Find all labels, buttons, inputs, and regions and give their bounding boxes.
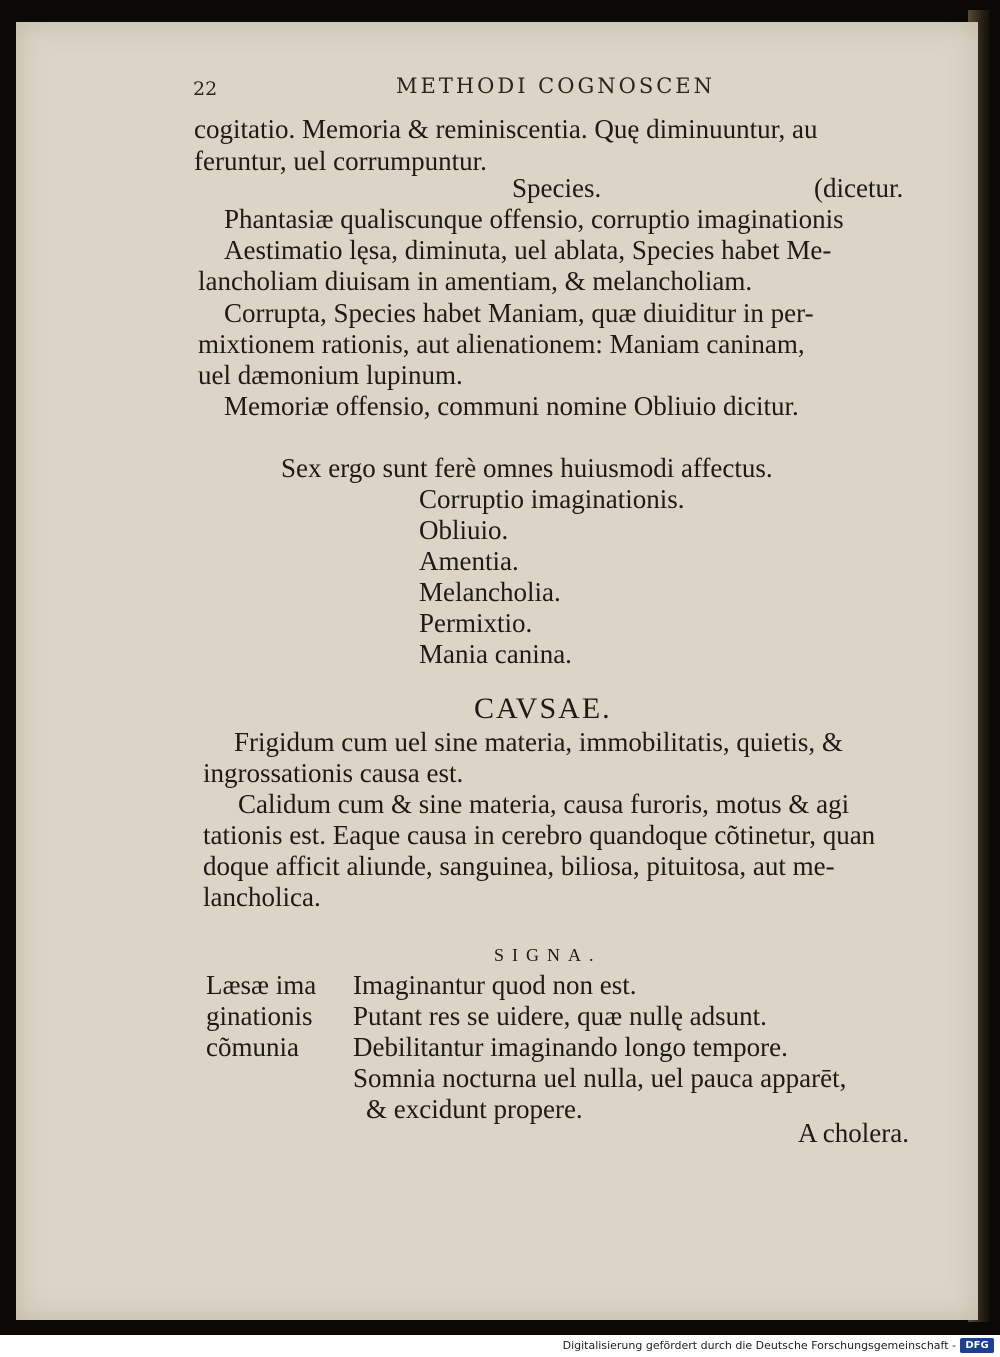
signa-line: Somnia nocturna uel nulla, uel pauca apparēt, xyxy=(353,1063,847,1093)
affectus-intro: Sex ergo sunt ferè omnes huiusmodi affectus. xyxy=(281,453,773,483)
footer-credit: Digitalisierung gefördert durch die Deutsche Forschungsgemeinschaft - xyxy=(562,1339,956,1352)
running-title: METHODI COGNOSCEN xyxy=(396,74,715,98)
text-line: lancholiam diuisam in amentiam, & melancholiam. xyxy=(198,266,753,296)
affectus-item: Mania canina. xyxy=(419,639,572,669)
text-line: Memoriæ offensio, communi nomine Obliuio dicitur. xyxy=(224,391,799,421)
affectus-item: Corruptio imaginationis. xyxy=(419,484,685,514)
species-label: Species. xyxy=(512,173,602,203)
text-line: uel dæmonium lupinum. xyxy=(198,360,463,390)
dicetur-catch: (dicetur. xyxy=(814,173,904,203)
text-line: mixtionem rationis, aut alienationem: Maniam caninam, xyxy=(198,329,805,359)
text-line: ingrossationis causa est. xyxy=(203,758,464,788)
signa-heading: SIGNA. xyxy=(494,945,602,965)
book-page xyxy=(16,22,978,1320)
affectus-item: Melancholia. xyxy=(419,577,561,607)
text-line: lancholica. xyxy=(203,882,321,912)
signa-margin-label: cõmunia xyxy=(206,1032,299,1062)
digitization-footer xyxy=(0,1335,1000,1357)
text-line: Calidum cum & sine materia, causa furoris, motus & agi xyxy=(238,789,850,819)
text-line: cogitatio. Memoria & reminiscentia. Quę diminuuntur, au xyxy=(194,114,818,144)
dfg-logo: DFG xyxy=(960,1338,994,1353)
signa-line: Imaginantur quod non est. xyxy=(353,970,637,1000)
affectus-item: Amentia. xyxy=(419,546,519,576)
signa-margin-label: Læsæ ima xyxy=(206,970,317,1000)
folio-number: 22 xyxy=(193,78,218,100)
affectus-item: Obliuio. xyxy=(419,515,509,545)
catchword: A cholera. xyxy=(798,1118,909,1148)
text-line: tationis est. Eaque causa in cerebro quandoque cõtinetur, quan xyxy=(203,820,876,850)
page-text xyxy=(16,22,978,1320)
signa-line: Putant res se uidere, quæ nullę adsunt. xyxy=(353,1001,767,1031)
signa-line: Debilitantur imaginando longo tempore. xyxy=(353,1032,788,1062)
text-line: Aestimatio lęsa, diminuta, uel ablata, Species habet Me- xyxy=(224,235,832,265)
text-line: Frigidum cum uel sine materia, immobilitatis, quietis, & xyxy=(234,727,843,757)
signa-margin-label: ginationis xyxy=(206,1001,313,1031)
text-line: Phantasiæ qualiscunque offensio, corruptio imaginationis xyxy=(224,204,844,234)
text-line: Corrupta, Species habet Maniam, quæ diuiditur in per- xyxy=(224,298,814,328)
causae-heading: CAVSAE. xyxy=(474,692,612,725)
signa-line: & excidunt propere. xyxy=(366,1094,583,1124)
affectus-item: Permixtio. xyxy=(419,608,533,638)
text-line: feruntur, uel corrumpuntur. xyxy=(194,146,487,176)
text-line: doque afficit aliunde, sanguinea, biliosa, pituitosa, aut me- xyxy=(203,851,835,881)
